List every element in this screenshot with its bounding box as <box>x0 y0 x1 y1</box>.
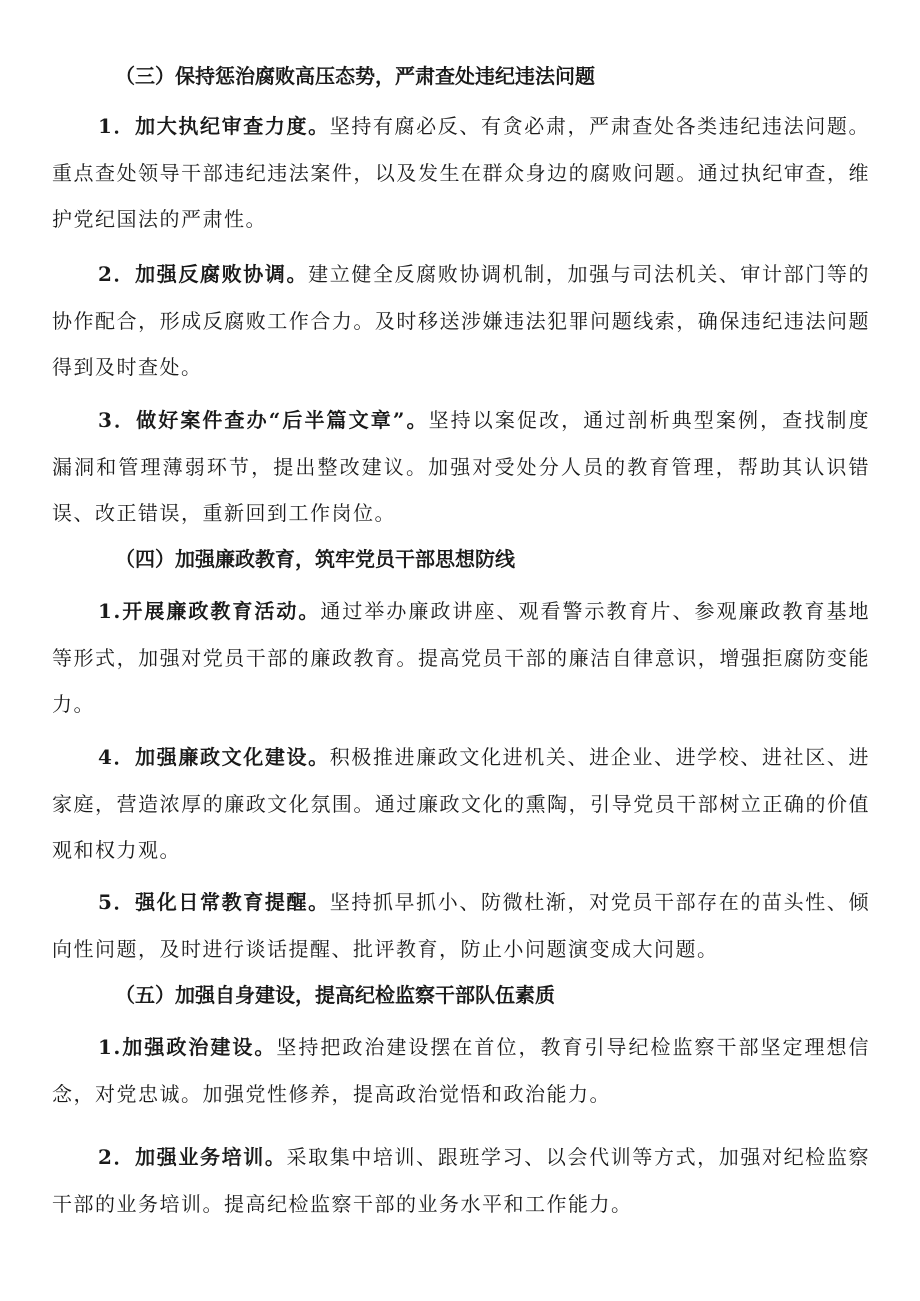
paragraph-lead: 4．加强廉政文化建设。 <box>98 745 330 769</box>
section-heading-5: （五）加强自身建设，提高纪检监察干部队伍素质 <box>115 983 555 1007</box>
paragraph-body: 坚持有腐必反、有贪必肃，严肃查处各类违纪违法问题。重点查处领导干部违纪违法案件，以及发生在群众身边的腐败问题。通过执纪审查，维护党纪国法的严肃性。 <box>52 114 870 231</box>
section-heading-4: （四）加强廉政教育，筑牢党员干部思想防线 <box>115 547 515 571</box>
paragraph-lead: 5．强化日常教育提醒。 <box>98 890 330 914</box>
paragraph-lead: 2．加强业务培训。 <box>98 1145 287 1169</box>
paragraph-4-1 <box>52 588 870 728</box>
paragraph-5-1 <box>52 1024 870 1117</box>
paragraph-body: 采取集中培训、跟班学习、以会代训等方式，加强对纪检监察干部的业务培训。提高纪检监察干部的业务水平和工作能力。 <box>52 1145 870 1216</box>
paragraph-3-3 <box>52 397 870 537</box>
paragraph-body: 坚持以案促改，通过剖析典型案例，查找制度漏洞和管理薄弱环节，提出整改建议。加强对受处分人员的教育管理，帮助其认识错误、改正错误，重新回到工作岗位。 <box>52 408 870 525</box>
paragraph-lead: 1.加强政治建设。 <box>98 1035 277 1059</box>
paragraph-body: 通过举办廉政讲座、观看警示教育片、参观廉政教育基地等形式，加强对党员干部的廉政教育。提高党员干部的廉洁自律意识，增强拒腐防变能力。 <box>52 599 870 716</box>
paragraph-body: 积极推进廉政文化进机关、进企业、进学校、进社区、进家庭，营造浓厚的廉政文化氛围。通过廉政文化的熏陶，引导党员干部树立正确的价值观和权力观。 <box>52 745 870 862</box>
paragraph-lead: 2．加强反腐败协调。 <box>98 262 309 286</box>
paragraph-5-2 <box>52 1134 870 1227</box>
paragraph-3-2 <box>52 251 870 391</box>
paragraph-3-1 <box>52 103 870 243</box>
paragraph-body: 建立健全反腐败协调机制，加强与司法机关、审计部门等的协作配合，形成反腐败工作合力。及时移送涉嫌违法犯罪问题线索，确保违纪违法问题得到及时查处。 <box>52 262 871 379</box>
paragraph-lead: 1．加大执纪审查力度。 <box>98 114 330 138</box>
paragraph-body: 坚持把政治建设摆在首位，教育引导纪检监察干部坚定理想信念，对党忠诚。加强党性修养，提高政治觉悟和政治能力。 <box>52 1035 870 1106</box>
section-heading-3: （三）保持惩治腐败高压态势，严肃查处违纪违法问题 <box>115 64 595 88</box>
paragraph-4-2 <box>52 734 870 874</box>
paragraph-4-3 <box>52 879 870 972</box>
paragraph-lead: 1.开展廉政教育活动。 <box>98 599 321 623</box>
paragraph-lead: 3．做好案件查办“后半篇文章”。 <box>98 408 429 432</box>
paragraph-body: 坚持抓早抓小、防微杜渐，对党员干部存在的苗头性、倾向性问题，及时进行谈话提醒、批评教育，防止小问题演变成大问题。 <box>52 890 870 961</box>
